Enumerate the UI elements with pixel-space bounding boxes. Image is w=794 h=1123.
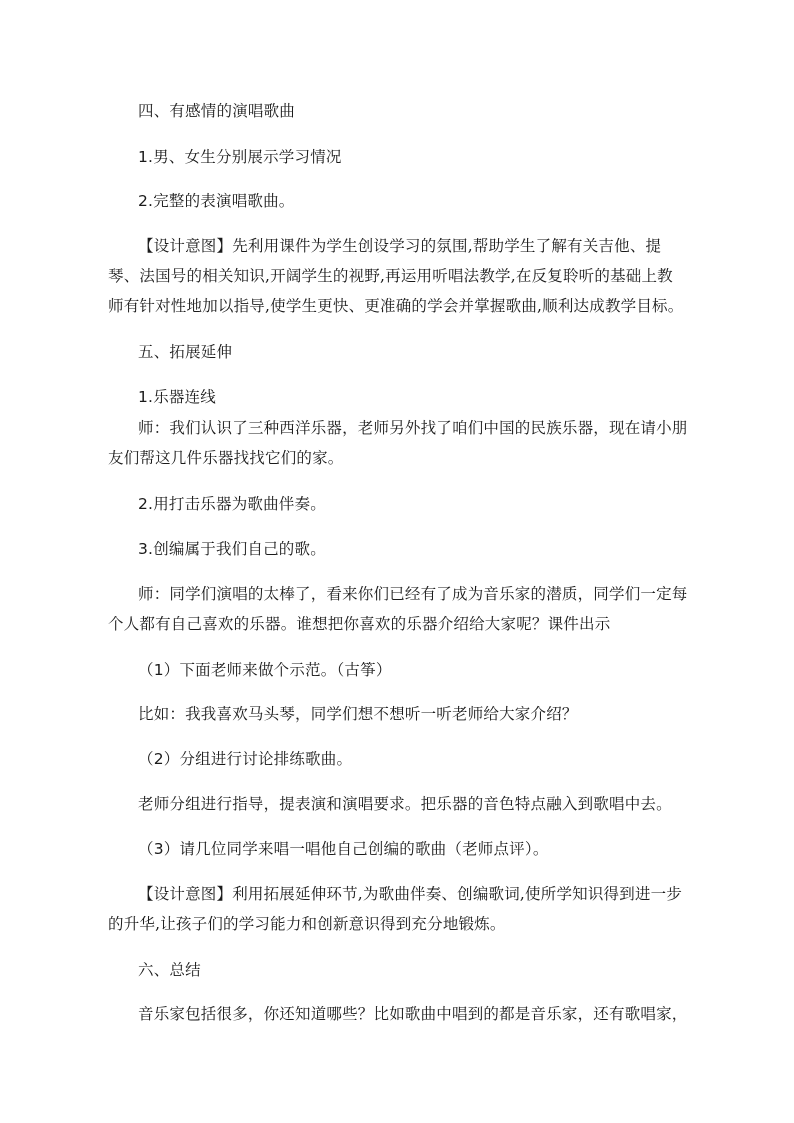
teacher-speech-1-line-1: 师：我们认识了三种西洋乐器，老师另外找了咱们中国的民族乐器，现在请小朋 <box>138 419 688 437</box>
design-intent-text: 先利用课件为学生创设学习的氛围,帮助学生了解有关吉他、提 <box>232 237 662 255</box>
teacher-guide-line: 老师分组进行指导，提表演和演唱要求。把乐器的音色特点融入到歌唱中去。 <box>138 795 672 813</box>
summary-line-1: 音乐家包括很多，你还知道哪些？比如歌曲中唱到的都是音乐家，还有歌唱家， <box>138 1005 688 1023</box>
design-intent-1-line-3: 师有针对性地加以指导,使学生更快、更准确的学会并掌握歌曲,顺利达成教学目标。 <box>108 297 684 315</box>
section-four-heading: 四、有感情的演唱歌曲 <box>138 102 296 120</box>
design-intent-2-line-2: 的升华,让孩子们的学习能力和创新意识得到充分地锻炼。 <box>108 915 506 933</box>
section-four-item-2: 2.完整的表演唱歌曲。 <box>138 192 295 210</box>
design-intent-tag: 【设计意图】 <box>138 237 233 255</box>
sub-item-3: （3）请几位同学来唱一唱他自己创编的歌曲（老师点评）。 <box>138 840 549 858</box>
design-intent-1-line-2: 琴、法国号的相关知识,开阔学生的视野,再运用听唱法教学,在反复聆听的基础上教 <box>108 267 673 285</box>
teacher-speech-2-line-2: 个人都有自己喜欢的乐器。谁想把你喜欢的乐器介绍给大家呢？课件出示 <box>108 615 611 633</box>
section-five-heading: 五、拓展延伸 <box>138 343 233 361</box>
design-intent-tag: 【设计意图】 <box>138 885 233 903</box>
section-five-item-2: 2.用打击乐器为歌曲伴奏。 <box>138 495 326 513</box>
section-five-item-1: 1.乐器连线 <box>138 388 216 406</box>
sub-item-2: （2）分组进行讨论排练歌曲。 <box>138 750 353 768</box>
section-six-heading: 六、总结 <box>138 961 201 979</box>
sub-item-1: （1）下面老师来做个示范。（古筝） <box>138 661 392 679</box>
teacher-speech-1-line-2: 友们帮这几件乐器找找它们的家。 <box>108 449 344 467</box>
section-four-item-1: 1.男、女生分别展示学习情况 <box>138 148 342 166</box>
design-intent-2-line-1 <box>138 884 708 904</box>
example-line: 比如：我我喜欢马头琴，同学们想不想听一听老师给大家介绍？ <box>138 705 578 723</box>
design-intent-text: 利用拓展延伸环节,为歌曲伴奏、创编歌词,使所学知识得到进一步 <box>232 885 683 903</box>
section-five-item-3: 3.创编属于我们自己的歌。 <box>138 540 326 558</box>
design-intent-1-line-1 <box>138 236 708 256</box>
teacher-speech-2-line-1: 师：同学们演唱的太棒了，看来你们已经有了成为音乐家的潜质，同学们一定每 <box>138 585 688 603</box>
